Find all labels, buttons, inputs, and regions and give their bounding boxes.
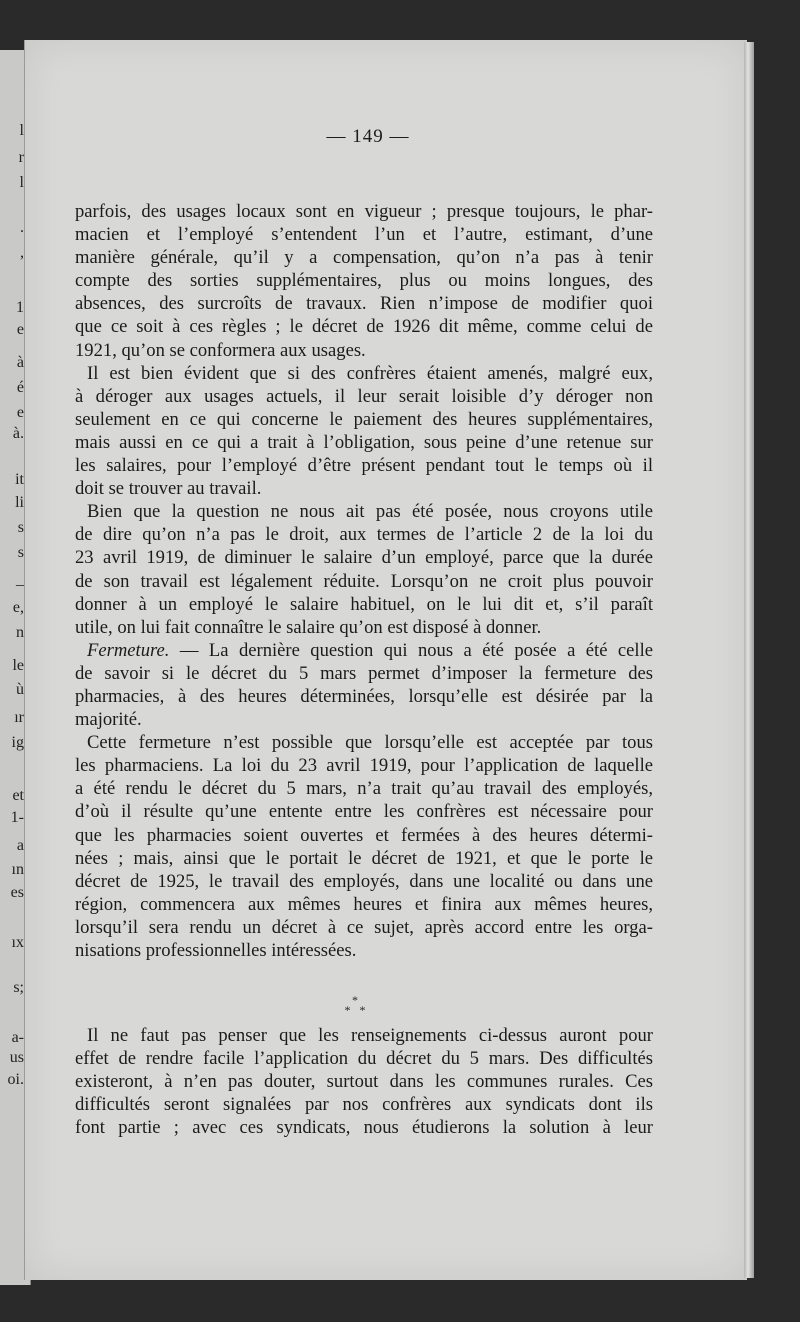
facing-page-fragment: le [12, 657, 24, 674]
text-line: d’où il résulte qu’une entente entre les confrères est nécessaire pour [75, 801, 653, 823]
text-line: les pharmaciens. La loi du 23 avril 1919, pour l’application de laquelle [75, 755, 653, 777]
text-line: de dire qu’on n’a pas le droit, aux termes de l’article 2 de la loi du [75, 524, 653, 546]
facing-page-fragment: us [9, 1049, 24, 1066]
facing-page-fragment: ır [14, 709, 24, 726]
paragraph [75, 500, 653, 639]
text-line: 23 avril 1919, de diminuer le salaire d’un employé, parce que la durée [75, 547, 653, 569]
facing-page-fragment: l [19, 122, 24, 139]
facing-page-fragment: es [10, 884, 24, 901]
text-line: Il est bien évident que si des confrères étaient amenés, malgré eux, [87, 362, 653, 384]
text-line: nées ; mais, ainsi que le portait le décret de 1921, et que le porte le [75, 847, 653, 869]
text-line: seulement en ce qui concerne le paiement des heures supplémentaires, [75, 408, 653, 430]
facing-page-fragment: et [12, 787, 24, 804]
facing-page-fragment: e [16, 404, 24, 421]
facing-page-fragment: ig [11, 734, 24, 751]
text-line: que les pharmacies soient ouvertes et fermées à des heures détermi- [75, 824, 653, 846]
text-line: majorité. [75, 709, 142, 731]
facing-page-fragment: n [16, 624, 24, 641]
text-line: décret de 1925, le travail des employés, dans une localité ou dans une [75, 870, 653, 892]
paragraph [75, 1024, 653, 1139]
text-line: doit se trouver au travail. [75, 478, 262, 500]
facing-page-fragment: à. [12, 425, 24, 442]
facing-page-fragment: é [16, 379, 24, 396]
book-page [24, 40, 747, 1280]
text-line: donner à un employé le salaire habituel, on le lui dit et, s’il paraît [75, 593, 653, 615]
paragraph [75, 731, 653, 962]
facing-page-fragment: ù [16, 681, 24, 698]
facing-page-fragment: s [17, 519, 24, 536]
text-line: pharmacies, à des heures déterminées, lorsqu’elle est désirée par la [75, 685, 653, 707]
text-line: macien et l’employé s’entendent l’un et l’autre, estimant, d’une [75, 224, 653, 246]
text-line: à déroger aux usages actuels, il leur serait loisible d’y déroger non [75, 385, 653, 407]
facing-page-fragment: . [20, 219, 24, 236]
text-line: parfois, des usages locaux sont en vigueur ; presque toujours, le phar- [75, 201, 653, 222]
text-line: nisations professionnelles intéressées. [75, 940, 357, 961]
facing-page-fragment: s; [13, 979, 24, 996]
text-line: Il ne faut pas penser que les renseignements ci-dessus auront pour [87, 1025, 653, 1046]
separator-bottom-stars: * * [344, 1003, 366, 1017]
separator-top-star: * [352, 993, 358, 1007]
text-line: existeront, à n’en pas douter, surtout dans les communes rurales. Ces [75, 1071, 653, 1093]
section-heading: Fermeture. [87, 639, 170, 661]
text-line: 1921, qu’on se conformera aux usages. [75, 339, 366, 361]
text-line: de son travail est légalement réduite. Lorsqu’on ne croit plus pouvoir [75, 570, 653, 592]
facing-page-fragment: 1 [16, 299, 24, 316]
text-line: effet de rendre facile l’application du décret du 5 mars. Des difficultés [75, 1048, 653, 1070]
facing-page-fragment: oi. [7, 1071, 24, 1088]
text-line: Cette fermeture n’est possible que lorsqu’elle est acceptée par tous [87, 732, 653, 754]
facing-page-fragment: à [16, 354, 24, 371]
text-line: mais aussi en ce qui a trait à l’obligation, sous peine d’une retenue sur [75, 431, 653, 453]
facing-page-fragment: , [20, 244, 24, 261]
final-paragraph [75, 1024, 653, 1139]
text-line: utile, on lui fait connaître le salaire qu’on est disposé à donner. [75, 616, 542, 638]
facing-page-fragment: e, [12, 599, 24, 616]
facing-page-fragment: _ [16, 571, 24, 588]
facing-page-fragment: s [17, 544, 24, 561]
facing-page-fragment: ıx [11, 934, 24, 951]
paragraph [75, 639, 653, 731]
text-line: compte des sorties supplémentaires, plus ou moins longues, des [75, 270, 653, 292]
facing-page-fragment: r [18, 149, 24, 166]
text-line: de savoir si le décret du 5 mars permet d’imposer la fermeture des [75, 662, 653, 684]
text-line: les salaires, pour l’employé d’être présent pendant tout le temps où il [75, 455, 653, 477]
text-line: lorsqu’il sera rendu un décret à ce sujet, après accord entre les orga- [75, 916, 653, 938]
section-separator [25, 995, 685, 1015]
text-line: région, commencera aux mêmes heures et finira aux mêmes heures, [75, 893, 653, 915]
facing-page-fragment: 1- [10, 809, 24, 826]
facing-page-fragment: it [15, 471, 24, 488]
text-line: a été rendu le décret du 5 mars, n’a trait qu’au travail des employés, [75, 778, 653, 800]
text-line: manière générale, qu’il y a compensation, qu’on n’a pas à tenir [75, 247, 653, 269]
page-number: — 149 — [326, 126, 410, 147]
text-line: absences, des surcroîts de travaux. Rien n’impose de modifier quoi [75, 293, 653, 315]
facing-page-fragment: ın [11, 861, 24, 878]
paragraph [75, 200, 653, 362]
facing-page-fragment: li [15, 494, 24, 511]
text-line-rest: — La dernière question qui nous a été posée a été celle [169, 639, 653, 661]
text-line: que ce soit à ces règles ; le décret de 1926 dit même, comme celui de [75, 316, 653, 338]
page-stack-edge [744, 42, 754, 1278]
text-line: font partie ; avec ces syndicats, nous étudierons la solution à leur [75, 1117, 653, 1139]
text-line: Bien que la question ne nous ait pas été posée, nous croyons utile [87, 501, 653, 523]
facing-page-fragment: e [16, 321, 24, 338]
text-line: difficultés seront signalées par nos confrères aux syndicats dont ils [75, 1094, 653, 1116]
facing-page-fragment: l [19, 174, 24, 191]
facing-page-fragment: a- [11, 1029, 24, 1046]
facing-page-fragment: a [16, 837, 24, 854]
paragraph [75, 362, 653, 501]
text-line [75, 639, 653, 662]
main-text [75, 200, 653, 962]
